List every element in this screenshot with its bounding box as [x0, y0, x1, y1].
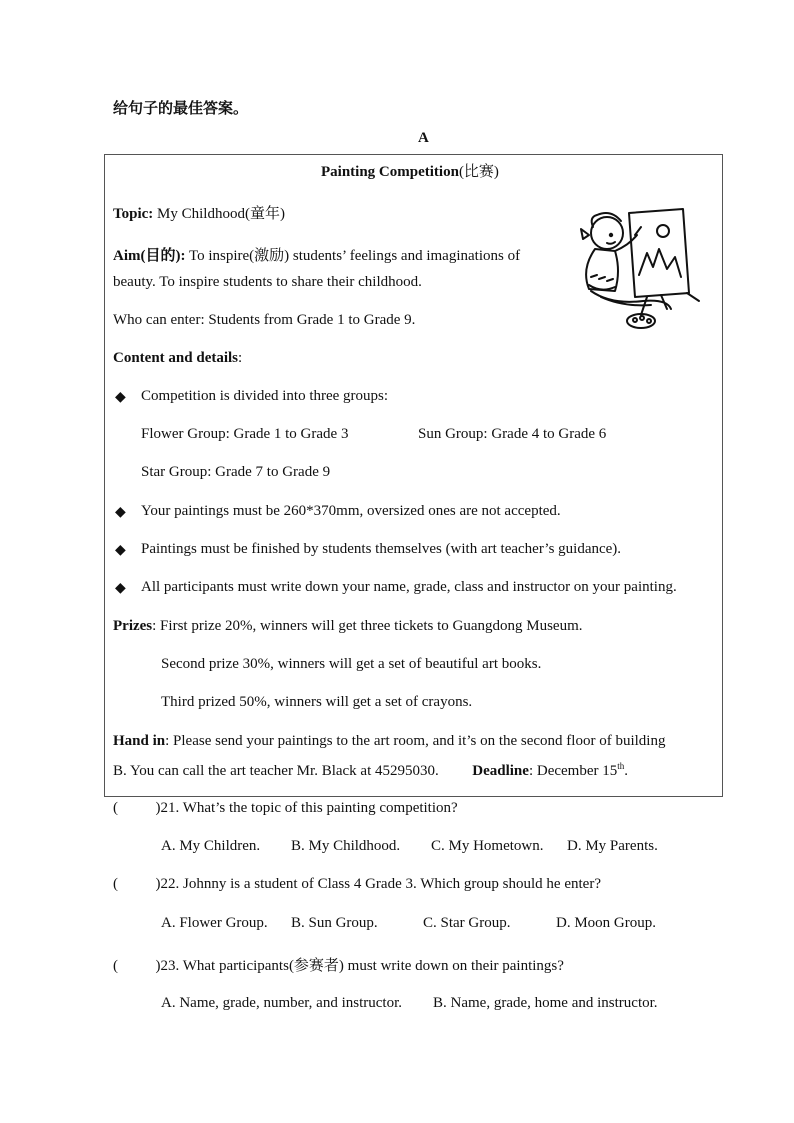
deadline-sup: th: [617, 761, 625, 771]
q22-option-d: D. Moon Group.: [556, 915, 656, 931]
group-flower: Flower Group: Grade 1 to Grade 3: [141, 426, 349, 442]
question-stem: 23. What participants(参赛者) must write down on their paintings?: [160, 958, 564, 974]
child-painting-illustration: [571, 205, 707, 333]
who-can-enter: Who can enter: Students from Grade 1 to Grade 9.: [113, 312, 416, 328]
q21-option-c: C. My Hometown.: [431, 838, 544, 854]
question-22: [113, 876, 601, 893]
deadline-end: .: [624, 763, 628, 779]
diamond-bullet-icon: ◆: [115, 390, 126, 405]
prizes-label: Prizes: [113, 618, 153, 634]
answer-bracket[interactable]: ( ): [113, 958, 161, 974]
q23-option-a: A. Name, grade, number, and instructor.: [161, 995, 402, 1011]
deadline-text: : December 15: [528, 763, 618, 779]
aim-label: Aim(目的):: [113, 248, 186, 264]
topic-text: My Childhood(童年): [153, 206, 285, 222]
bullet-item: All participants must write down your name, grade, class and instructor on your painting.: [141, 579, 677, 595]
notice-title-cn: (比赛): [458, 164, 499, 180]
diamond-bullet-icon: ◆: [115, 543, 126, 558]
q21-option-d: D. My Parents.: [567, 838, 658, 854]
q21-option-b: B. My Childhood.: [291, 838, 401, 854]
topic-line: [113, 202, 285, 223]
question-stem: 21. What’s the topic of this painting competition?: [160, 800, 458, 816]
question-21: [113, 800, 458, 817]
notice-title-en: Painting Competition: [321, 164, 459, 180]
hand-in-line-1: [113, 733, 665, 750]
notice-box: [104, 154, 723, 797]
prizes-second: Second prize 30%, winners will get a set of beautiful art books.: [161, 656, 542, 672]
prizes-third: Third prized 50%, winners will get a set of crayons.: [161, 694, 473, 710]
bullet-item: Paintings must be finished by students themselves (with art teacher’s guidance).: [141, 541, 622, 557]
aim-text-1: To inspire(激励) students’ feelings and imaginations of: [185, 248, 521, 264]
q22-option-c: C. Star Group.: [423, 915, 511, 931]
content-label: Content and details: [113, 350, 239, 366]
answer-bracket[interactable]: ( ): [113, 876, 161, 892]
q22-option-a: A. Flower Group.: [161, 915, 268, 931]
prizes-first-text: : First prize 20%, winners will get three tickets to Guangdong Museum.: [152, 618, 583, 634]
bullet-item: Your paintings must be 260*370mm, oversized ones are not accepted.: [141, 503, 561, 519]
q21-option-a: A. My Children.: [161, 838, 261, 854]
content-colon: :: [238, 350, 243, 366]
deadline-label: Deadline: [472, 763, 529, 779]
prizes-first: [113, 618, 582, 635]
hand-in-text-2: B. You can call the art teacher Mr. Black at 45295030.: [113, 763, 439, 779]
hand-in-text-1: : Please send your paintings to the art room, and it’s on the second floor of building: [165, 733, 666, 749]
section-label: A: [418, 130, 429, 146]
aim-line-2: beauty. To inspire students to share their childhood.: [113, 274, 422, 290]
question-23: [113, 954, 564, 975]
group-star: Star Group: Grade 7 to Grade 9: [141, 464, 331, 480]
group-sun: Sun Group: Grade 4 to Grade 6: [418, 426, 607, 442]
topic-label: Topic:: [113, 206, 154, 222]
hand-in-label: Hand in: [113, 733, 166, 749]
hand-in-line-2: [113, 761, 628, 780]
notice-title: [321, 160, 499, 181]
question-stem: 22. Johnny is a student of Class 4 Grade 3. Which group should he enter?: [160, 876, 601, 892]
aim-line-1: [113, 244, 520, 265]
q22-option-b: B. Sun Group.: [291, 915, 378, 931]
diamond-bullet-icon: ◆: [115, 581, 126, 596]
answer-bracket[interactable]: ( ): [113, 800, 161, 816]
instruction: 给句子的最佳答案。: [113, 101, 249, 117]
bullet-item: Competition is divided into three groups:: [141, 388, 389, 404]
q23-option-b: B. Name, grade, home and instructor.: [433, 995, 658, 1011]
content-heading: [113, 350, 242, 367]
diamond-bullet-icon: ◆: [115, 505, 126, 520]
